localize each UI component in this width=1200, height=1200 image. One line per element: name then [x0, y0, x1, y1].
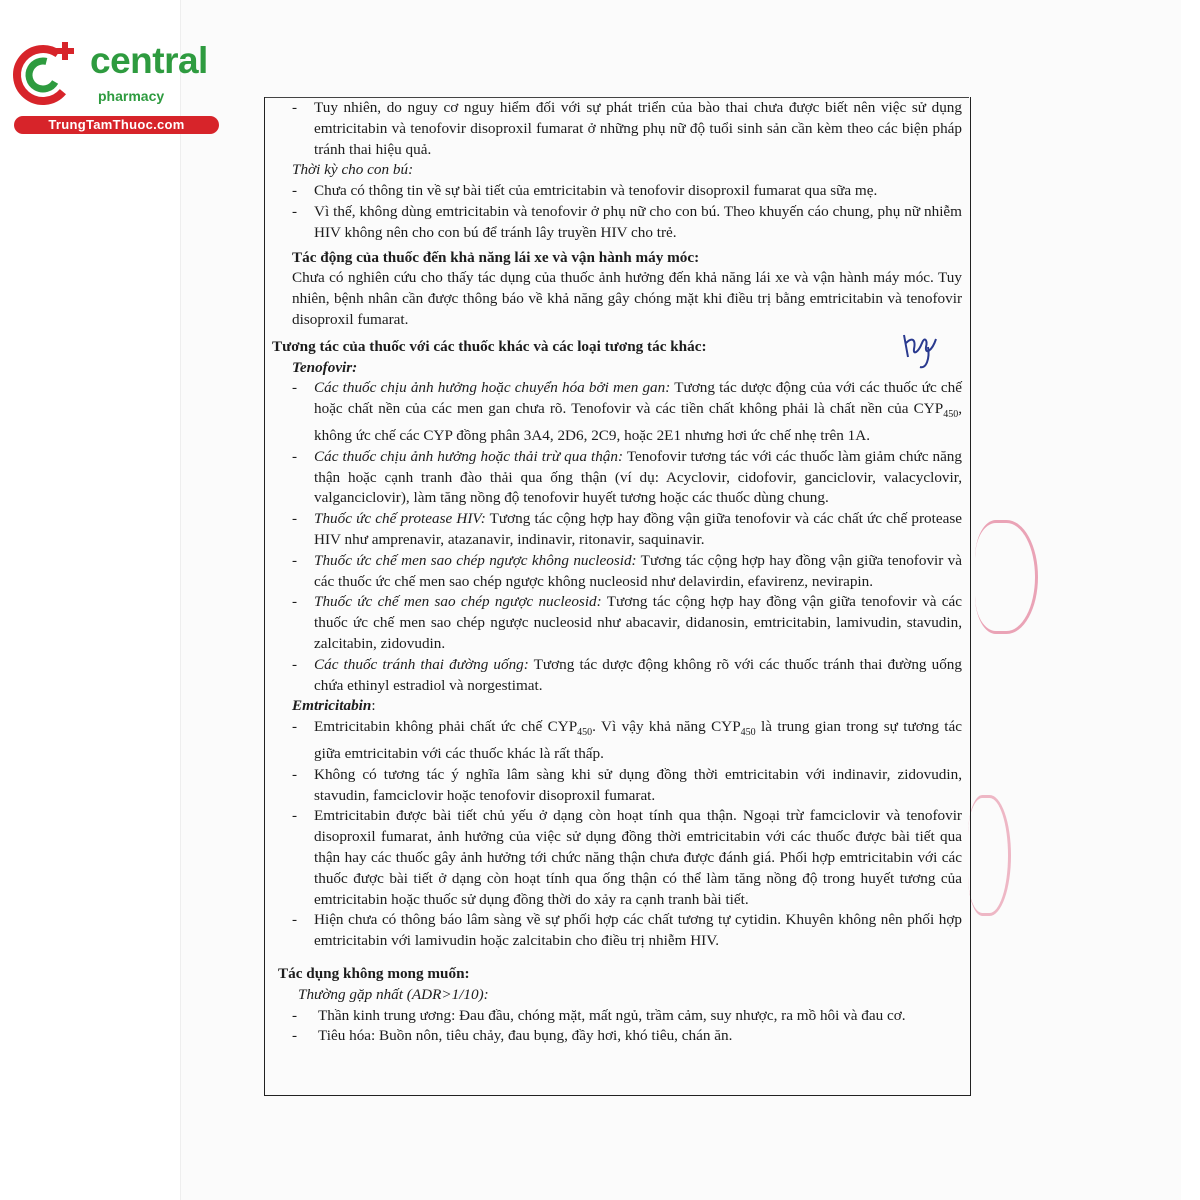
bullet-text: Tương tác cộng hợp hay đồng vận giữa tenofovir và các chất ức chế protease HIV như amprenavir, atazanavir, indinavir, ritonavir, saquinavir.: [314, 510, 962, 548]
tenofovir-bullet-nnrti: [272, 551, 962, 593]
bullet-lead: Thuốc ức chế men sao chép ngược không nucleosid:: [314, 551, 637, 569]
bullet-text: Tương tác cộng hợp hay đồng vận giữa tenofovir và các thuốc ức chế men sao chép ngược nucleosid như abacavir, didanosin, emtricitabin, lamivudin, stavudin, zalcitabin, zidovudin.: [314, 593, 962, 652]
emtricitabin-bullet-renal: - Emtricitabin được bài tiết chủ yếu ở dạng còn hoạt tính qua thận. Ngoại trừ famciclovir và tenofovir disoproxil fumarat, ảnh hưởng của việc sử dụng đồng thời emtricitabin với các thuốc được bài tiết qua thận hay các thuốc gây ảnh hưởng tới chức năng thận chưa được đánh giá. Phối hợp emtricitabin với các thuốc được bài tiết ở dạng còn hoạt tính qua ống thận có thể làm tăng nồng độ trong huyết tương của emtricitabin hoặc thuốc sử dụng đồng thời do xảy ra cạnh tranh bài tiết.: [272, 806, 962, 910]
tenofovir-bullet-nrti: [272, 592, 962, 654]
bullet-lead: Các thuốc chịu ảnh hưởng hoặc thải trừ qua thận:: [314, 447, 624, 465]
pharmacy-cross-logo-icon: [10, 38, 80, 108]
emtricitabin-title: Emtricitabin: [292, 697, 372, 715]
adverse-bullet-cns: - Thần kinh trung ương: Đau đầu, chóng mặt, mất ngủ, trầm cảm, suy nhược, ra mồ hôi và đau cơ.: [272, 1006, 962, 1027]
interactions-heading: Tương tác của thuốc với các thuốc khác và các loại tương tác khác:: [272, 337, 707, 355]
bullet-text: là trung gian trong sự tương tác giữa emtricitabin với các thuốc khác là rất thấp.: [314, 718, 962, 762]
breastfeeding-bullet-2: - Vì thế, không dùng emtricitabin và tenofovir ở phụ nữ cho con bú. Theo khuyến cáo chung, phụ nữ nhiễm HIV không nên cho con bú để tránh lây truyền HIV cho trẻ.: [272, 202, 962, 244]
driving-paragraph: Chưa có nghiên cứu cho thấy tác dụng của thuốc ảnh hưởng đến khả năng lái xe và vận hành máy móc. Tuy nhiên, bệnh nhân cần được thông báo về khả năng gây chóng mặt khi điều trị bằng emtricitabin và tenofovir disoproxil fumarat.: [292, 269, 962, 328]
subscript: 450: [577, 727, 593, 739]
logo-site-banner: TrungTamThuoc.com: [14, 116, 219, 134]
adverse-effects-subheading: Thường gặp nhất (ADR>1/10):: [298, 985, 489, 1003]
bullet-lead: Các thuốc chịu ảnh hưởng hoặc chuyển hóa bởi men gan:: [314, 379, 671, 397]
breastfeeding-bullet-1: - Chưa có thông tin về sự bài tiết của emtricitabin và tenofovir disoproxil fumarat qua sữa mẹ.: [272, 181, 962, 202]
emtricitabin-bullet-cyp: [272, 717, 962, 765]
tenofovir-bullet-protease: [272, 509, 962, 551]
subscript: 450: [943, 409, 959, 421]
bullet-text: , không ức chế các CYP đồng phân 3A4, 2D6, 2C9, hoặc 2E1 nhưng hơi ức chế nhẹ trên 1A.: [314, 400, 962, 444]
red-stamp-top: [975, 520, 1038, 634]
tenofovir-bullet-contraceptive: [272, 655, 962, 697]
bullet-text: Emtricitabin không phải chất ức chế CYP: [314, 718, 578, 736]
bullet-text: . Vì vậy khả năng CYP: [592, 718, 741, 736]
bullet-lead: Thuốc ức chế protease HIV:: [314, 510, 486, 528]
subscript: 450: [740, 727, 756, 739]
bullet-lead: Các thuốc tránh thai đường uống:: [314, 655, 529, 673]
adverse-effects-heading: Tác dụng không mong muốn:: [278, 964, 470, 982]
emtricitabin-bullet-no-interaction: - Không có tương tác ý nghĩa lâm sàng khi sử dụng đồng thời emtricitabin với indinavir, zidovudin, stavudin, famciclovir hoặc tenofovir disoproxil fumarat.: [272, 765, 962, 807]
logo-subtitle: pharmacy: [98, 88, 165, 104]
tenofovir-heading: Tenofovir:: [292, 358, 358, 376]
red-stamp-bottom: [968, 795, 1011, 916]
central-pharmacy-logo[interactable]: [10, 38, 215, 136]
breastfeeding-heading: Thời kỳ cho con bú:: [292, 161, 414, 179]
colon: :: [371, 697, 376, 715]
emtricitabin-heading: [272, 696, 962, 717]
tenofovir-bullet-kidney: [272, 447, 962, 509]
adverse-bullet-gi: - Tiêu hóa: Buồn nôn, tiêu chảy, đau bụng, đầy hơi, khó tiêu, chán ăn.: [272, 1026, 962, 1047]
bullet-lead: Thuốc ức chế men sao chép ngược nucleosid:: [314, 593, 602, 611]
tenofovir-bullet-liver: [272, 378, 962, 446]
leaflet-content: [272, 98, 962, 1047]
emtricitabin-bullet-cytidine: - Hiện chưa có thông báo lâm sàng về sự phối hợp các chất tương tự cytidin. Khuyên không nên phối hợp emtricitabin với lamivudin hoặc zalcitabin cho điều trị nhiễm HIV.: [272, 910, 962, 952]
logo-wordmark: central: [90, 40, 208, 81]
driving-heading: Tác động của thuốc đến khả năng lái xe và vận hành máy móc:: [292, 248, 700, 266]
bullet-text: Tenofovir tương tác với các thuốc làm giảm chức năng thận hoặc cạnh tranh đào thải qua ống thận (ví dụ: Acyclovir, cidofovir, ganciclovir, valacyclovir, valganciclovir), làm tăng nồng độ tenofovir huyết tương hoặc các thuốc dùng chung.: [314, 447, 962, 507]
pregnancy-bullet: - Tuy nhiên, do nguy cơ nguy hiểm đối với sự phát triển của bào thai chưa được biết nên việc sử dụng emtricitabin và tenofovir disoproxil fumarat ở những phụ nữ độ tuổi sinh sản cần kèm theo các biện pháp tránh thai hiệu quả.: [272, 98, 962, 160]
bullet-text: Tương tác dược động của với các thuốc ức chế hoặc chất nền của các men gan chưa rõ. Tenofovir và các tiền chất không phải là chất nền của CYP: [314, 379, 962, 418]
bullet-text: Tương tác dược động không rõ với các thuốc tránh thai đường uống chứa ethinyl estradiol và norgestimat.: [314, 655, 962, 694]
bullet-text: Tương tác cộng hợp hay đồng vận giữa tenofovir và các thuốc ức chế men sao chép ngược không nucleosid như delavirdin, efavirenz, nevirapin.: [314, 551, 962, 590]
